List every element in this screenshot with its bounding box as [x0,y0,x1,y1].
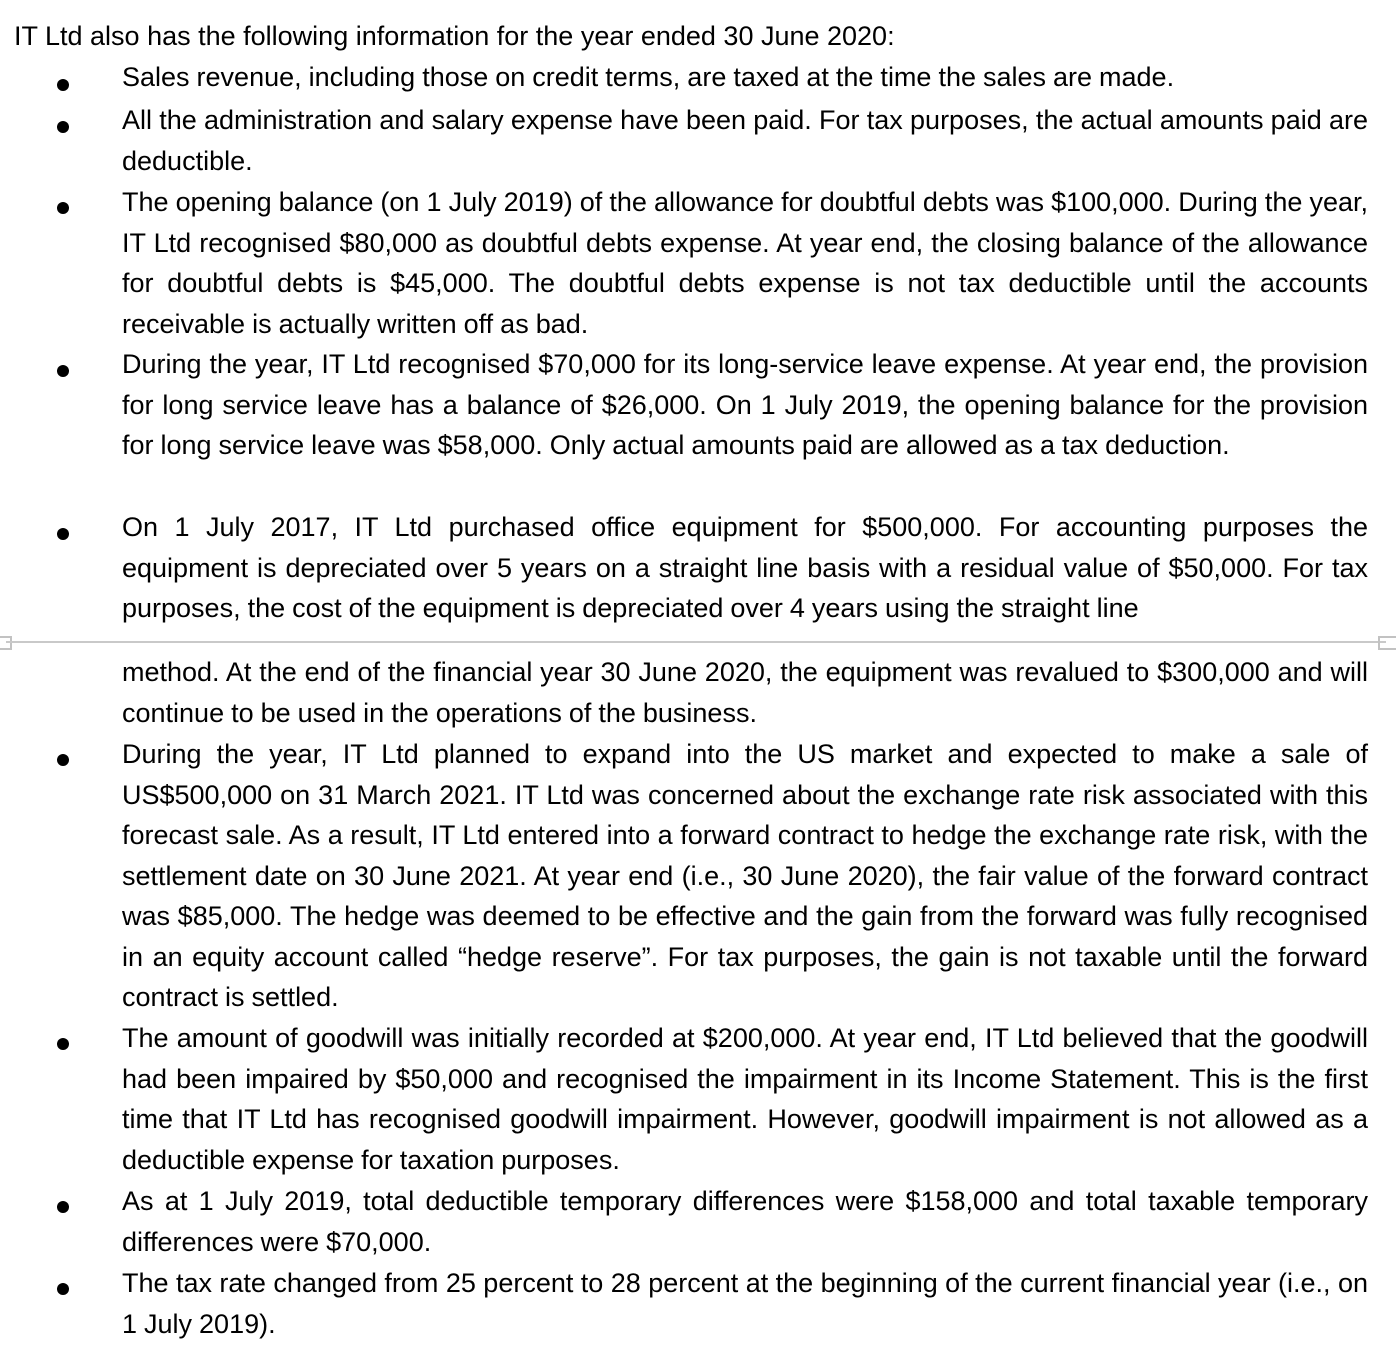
bullet-dot-icon [57,528,69,540]
bullet-dot-icon [57,202,69,214]
bullet-dot-icon [57,754,69,766]
bullet-dot-icon [57,121,69,133]
bullet-text: Sales revenue, including those on credit terms, are taxed at the time the sales are made. [122,62,1175,92]
bullet-dot-icon [57,79,69,91]
bullet-text: During the year, IT Ltd planned to expand into the US market and expected to make a sale of US$500,000 on 31 March 2021. IT Ltd was concerned about the exchange rate risk associated with this forecast sale. As a result, IT Ltd entered into a forward contract to hedge the exchange rate risk, with the settlement date on 30 June 2021. At year end (i.e., 30 June 2020), the fair value of the forward contract was $85,000. The hedge was deemed to be effective and the gain from the forward was fully recognised in an equity account called “hedge reserve”. For tax purposes, the gain is not taxable until the forward contract is settled. [122,739,1368,1012]
bullet-text: The tax rate changed from 25 percent to 28 percent at the beginning of the current financial year (i.e., on 1 July 2019). [122,1268,1368,1339]
bullet-dot-icon [57,1283,69,1295]
bullet-text: The amount of goodwill was initially recorded at $200,000. At year end, IT Ltd believed that the goodwill had been impaired by $50,000 and recognised the impairment in its Income Statement. This is the first time that IT Ltd has recognised goodwill impairment. However, goodwill impairment is not allowed as a deductible expense for taxation purposes. [122,1023,1368,1175]
page-break-line [6,641,1386,643]
bullet-text: On 1 July 2017, IT Ltd purchased office equipment for $500,000. For accounting purposes the equipment is depreciated over 5 years on a straight line basis with a residual value of $50,000. For tax purposes, the cost of the equipment is depreciated over 4 years using the straight line [122,512,1368,623]
intro-paragraph: IT Ltd also has the following information for the year ended 30 June 2020: [14,21,895,51]
bullet-dot-icon [57,1038,69,1050]
bullet-text: method. At the end of the financial year 30 June 2020, the equipment was revalued to $300,000 and will continue to be used in the operations of the business. [122,657,1368,728]
page-corner-right-icon [1378,636,1396,650]
bullet-text: During the year, IT Ltd recognised $70,000 for its long-service leave expense. At year end, the provision for long service leave has a balance of $26,000. On 1 July 2019, the opening balance for the provision for long service leave was $58,000. Only actual amounts paid are allowed as a tax deduction. [122,349,1368,460]
page-corner-left-icon [0,636,12,650]
bullet-dot-icon [57,1201,69,1213]
bullet-text: As at 1 July 2019, total deductible temporary differences were $158,000 and total taxable temporary differences were $70,000. [122,1186,1368,1257]
bullet-text: The opening balance (on 1 July 2019) of the allowance for doubtful debts was $100,000. During the year, IT Ltd recognised $80,000 as doubtful debts expense. At year end, the closing balance of the allowance for doubtful debts is $45,000. The doubtful debts expense is not tax deductible until the accounts receivable is actually written off as bad. [122,187,1368,339]
page-break-separator [0,636,1396,650]
bullet-dot-icon [57,365,69,377]
bullet-text: All the administration and salary expense have been paid. For tax purposes, the actual amounts paid are deductible. [122,105,1368,176]
